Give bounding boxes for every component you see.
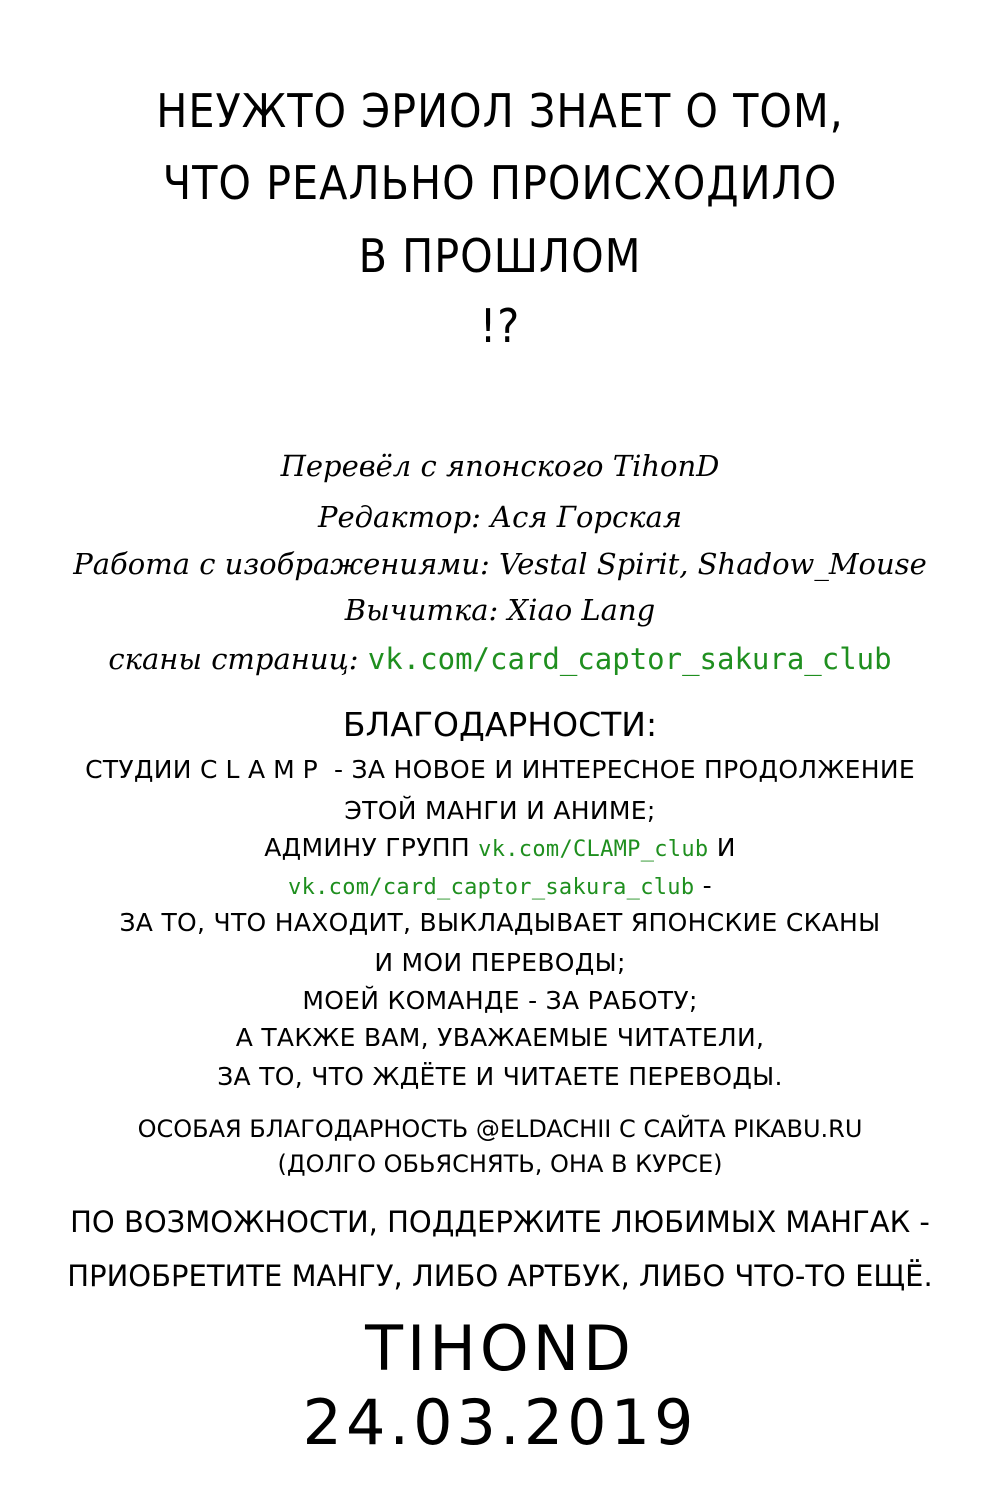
thanks-heading: БЛАГОДАРНОСТИ:: [342, 705, 658, 744]
thanks-readers-line-1: А ТАКЖЕ ВАМ, УВАЖАЕМЫЕ ЧИТАТЕЛИ,: [235, 1023, 765, 1052]
title-line-4: !?: [479, 299, 521, 353]
title-line-2: ЧТО РЕАЛЬНО ПРОИСХОДИЛО: [162, 156, 838, 210]
credit-translator: Перевёл с японского TihonD: [280, 449, 720, 483]
thanks-admin-line-3: ЗА ТО, ЧТО НАХОДИТ, ВЫКЛАДЫВАЕТ ЯПОНСКИЕ СКАНЫ: [119, 908, 881, 937]
credit-scans: [0, 642, 1000, 676]
thanks-studio-line: [0, 757, 1000, 782]
thanks-admin-and: И: [708, 833, 736, 862]
thanks-studio-suffix: - ЗА НОВОЕ И ИНТЕРЕСНОЕ ПРОДОЛЖЕНИЕ: [325, 755, 915, 784]
thanks-studio-name: CLAMP: [200, 755, 326, 784]
signature-date: 24.03.2019: [302, 1386, 698, 1459]
thanks-readers-line-2: ЗА ТО, ЧТО ЖДЁТЕ И ЧИТАЕТЕ ПЕРЕВОДЫ.: [217, 1062, 783, 1091]
card-captor-club-link[interactable]: vk.com/card_captor_sakura_club: [288, 875, 695, 900]
title-line-3: В ПРОШЛОМ: [358, 229, 642, 283]
thanks-admin-dash: -: [694, 871, 712, 900]
thanks-team: МОЕЙ КОМАНДЕ - ЗА РАБОТУ;: [302, 986, 698, 1015]
support-line-1: ПО ВОЗМОЖНОСТИ, ПОДДЕРЖИТЕ ЛЮБИМЫХ МАНГАК -: [70, 1205, 930, 1239]
support-line-2: ПРИОБРЕТИТЕ МАНГУ, ЛИБО АРТБУК, ЛИБО ЧТО-ТО ЕЩЁ.: [67, 1259, 933, 1293]
thanks-admin-line-2: [0, 873, 1000, 899]
credit-image-work: Работа с изображениями: Vestal Spirit, Shadow_Mouse: [73, 547, 927, 581]
thanks-studio-prefix: СТУДИИ: [85, 755, 201, 784]
thanks-admin-line: [0, 835, 1000, 861]
thanks-admin-line-4: И МОИ ПЕРЕВОДЫ;: [374, 948, 626, 977]
special-thanks-line-2: (ДОЛГО ОБЬЯСНЯТЬ, ОНА В КУРСЕ): [277, 1150, 723, 1178]
special-thanks-line-1: ОСОБАЯ БЛАГОДАРНОСТЬ @ELDACHII С САЙТА PIKABU.RU: [137, 1115, 863, 1143]
signature-name: TIHOND: [365, 1312, 635, 1385]
scans-source-link[interactable]: vk.com/card_captor_sakura_club: [367, 642, 892, 676]
credit-proofreading: Вычитка: Xiao Lang: [344, 593, 656, 627]
title-line-1: НЕУЖТО ЭРИОЛ ЗНАЕТ О ТОМ,: [156, 84, 844, 138]
clamp-club-link[interactable]: vk.com/CLAMP_club: [478, 837, 709, 862]
thanks-studio-line-2: ЭТОЙ МАНГИ И АНИМЕ;: [344, 796, 656, 825]
credit-editor: Редактор: Ася Горская: [317, 500, 683, 534]
credit-scans-label: сканы страниц:: [108, 642, 368, 676]
thanks-admin-prefix: АДМИНУ ГРУПП: [264, 833, 479, 862]
